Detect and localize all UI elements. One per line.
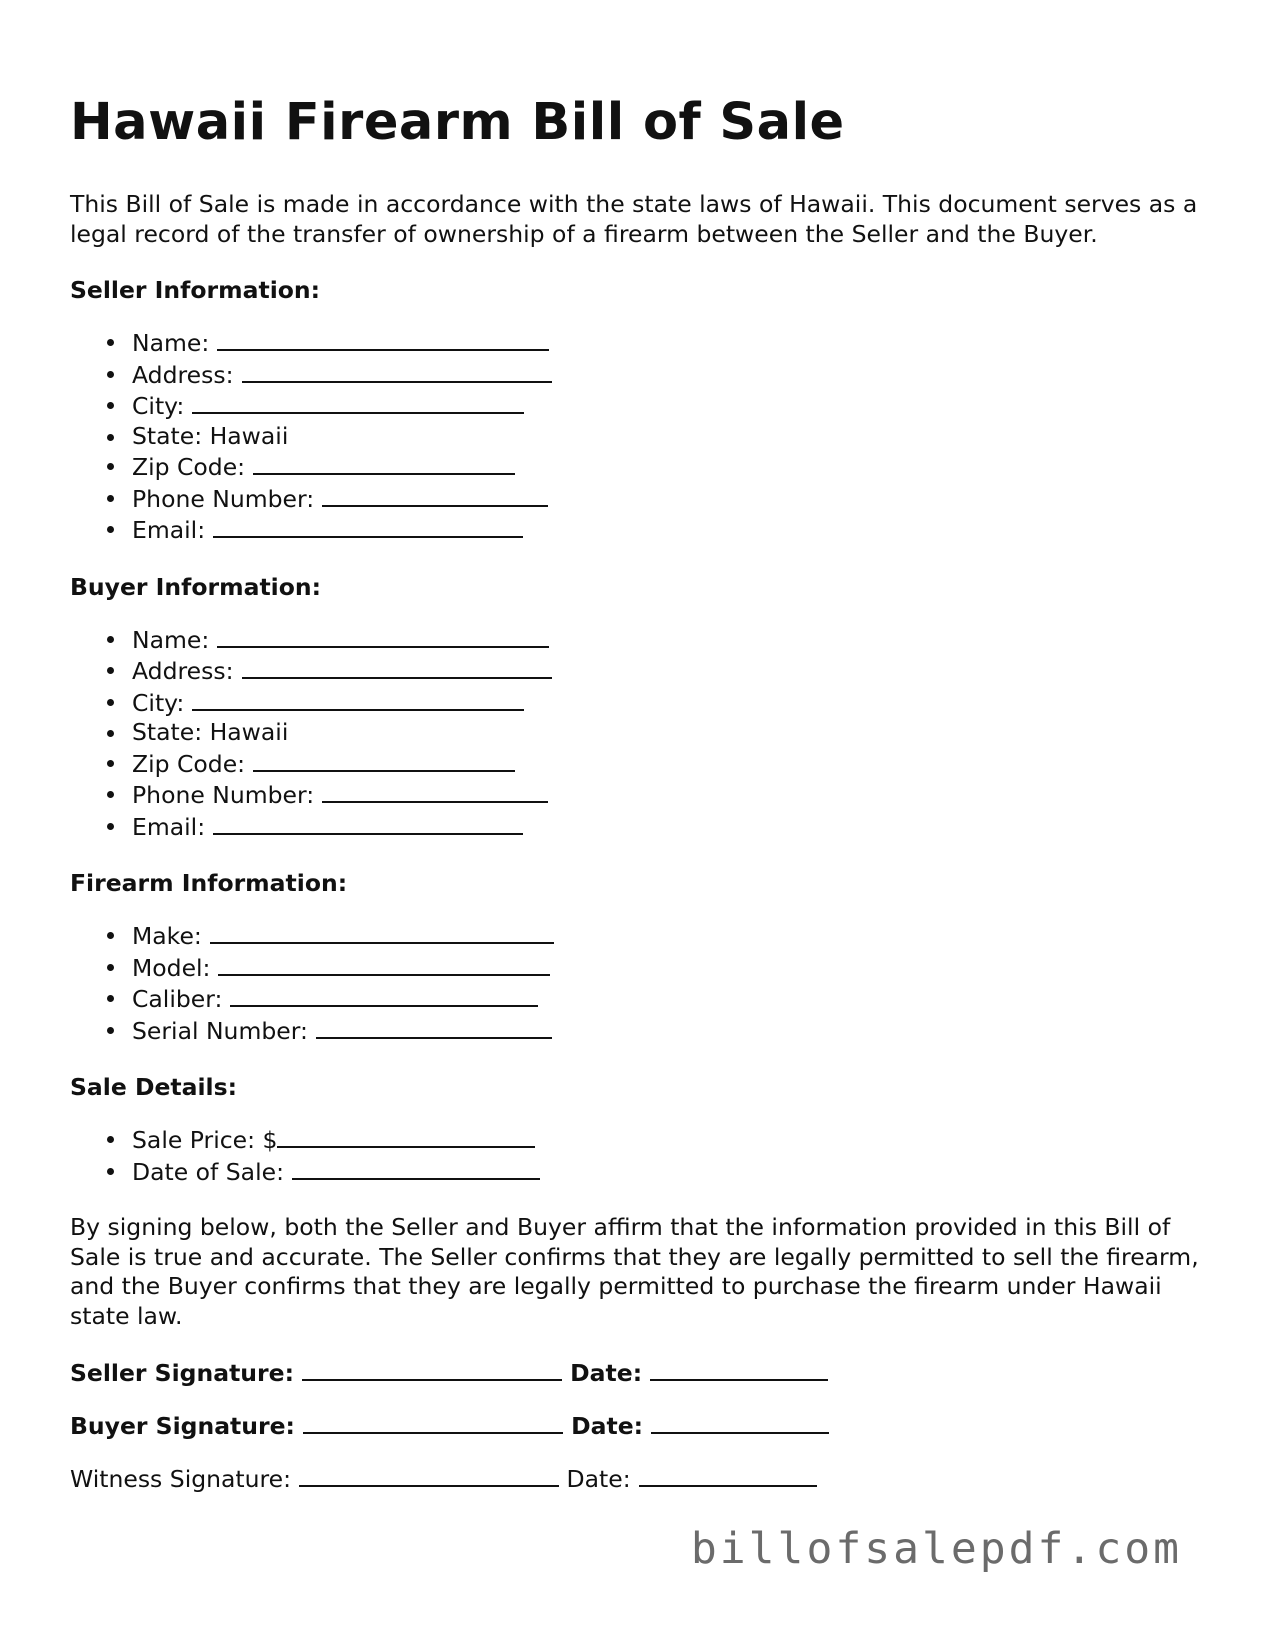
- buyer-phone-line[interactable]: [322, 779, 548, 803]
- buyer-zip-line[interactable]: [253, 748, 515, 772]
- sale-price-field[interactable]: Sale Price: $: [132, 1124, 1220, 1156]
- buyer-address-field[interactable]: Address:: [132, 655, 1220, 687]
- affirmation-paragraph: By signing below, both the Seller and Buyer affirm that the information provided in this Bill of Sale is true and accurate. The Seller confirms that they are legally permitted to sell the firearm, and the Buyer confirms that they are legally permitted to purchase the firearm under Hawaii state law.: [70, 1213, 1199, 1330]
- buyer-date-line[interactable]: [651, 1410, 829, 1434]
- firearm-make-line[interactable]: [210, 920, 554, 944]
- seller-zip-line[interactable]: [253, 451, 515, 475]
- seller-phone-field[interactable]: Phone Number:: [132, 483, 1220, 515]
- seller-name-field[interactable]: Name:: [132, 327, 1220, 359]
- witness-date-line[interactable]: [639, 1463, 817, 1487]
- seller-zip-field[interactable]: Zip Code:: [132, 451, 1220, 483]
- firearm-make-field[interactable]: Make:: [132, 920, 1220, 952]
- buyer-city-field[interactable]: City:: [132, 687, 1220, 719]
- seller-state-field: State: Hawaii: [132, 422, 1220, 452]
- intro-paragraph: This Bill of Sale is made in accordance with the state laws of Hawaii. This document serves as a legal record of the transfer of ownership of a firearm between the Seller and the Buyer.: [70, 190, 1198, 248]
- firearm-caliber-line[interactable]: [230, 983, 538, 1007]
- firearm-fields: [70, 920, 1220, 1046]
- seller-email-field[interactable]: Email:: [132, 514, 1220, 546]
- buyer-fields: [70, 624, 1220, 843]
- buyer-name-field[interactable]: Name:: [132, 624, 1220, 656]
- buyer-signature-line[interactable]: [303, 1410, 563, 1434]
- seller-date-label: Date:: [570, 1359, 643, 1387]
- seller-name-line[interactable]: [217, 327, 549, 351]
- firearm-caliber-field[interactable]: Caliber:: [132, 983, 1220, 1015]
- buyer-heading: Buyer Information:: [70, 572, 322, 601]
- firearm-serial-line[interactable]: [316, 1015, 552, 1039]
- seller-heading: Seller Information:: [70, 276, 321, 304]
- firearm-model-field[interactable]: Model:: [132, 952, 1220, 984]
- seller-signature-row: Seller Signature: Date:: [70, 1357, 1220, 1388]
- bill-of-sale-document: [70, 78, 1220, 1516]
- buyer-email-field[interactable]: Email:: [132, 811, 1220, 843]
- sale-date-line[interactable]: [292, 1156, 540, 1180]
- buyer-date-label: Date:: [571, 1412, 644, 1440]
- firearm-serial-field[interactable]: Serial Number:: [132, 1015, 1220, 1047]
- buyer-email-line[interactable]: [213, 811, 523, 835]
- site-watermark: billofsalepdf.com: [690, 1524, 1182, 1574]
- seller-city-line[interactable]: [192, 390, 524, 414]
- seller-address-line[interactable]: [242, 359, 552, 383]
- buyer-zip-field[interactable]: Zip Code:: [132, 748, 1220, 780]
- firearm-model-line[interactable]: [218, 952, 550, 976]
- buyer-state-field: State: Hawaii: [132, 718, 1220, 748]
- buyer-city-line[interactable]: [192, 687, 524, 711]
- seller-city-field[interactable]: City:: [132, 390, 1220, 422]
- sale-heading: Sale Details:: [70, 1073, 237, 1101]
- witness-signature-line[interactable]: [299, 1463, 559, 1487]
- buyer-address-line[interactable]: [242, 655, 552, 679]
- sale-date-field[interactable]: Date of Sale:: [132, 1156, 1220, 1188]
- seller-email-line[interactable]: [213, 514, 523, 538]
- sale-price-line[interactable]: [277, 1124, 535, 1148]
- witness-signature-row: Witness Signature: Date:: [70, 1463, 1220, 1494]
- seller-fields: [70, 327, 1220, 546]
- buyer-name-line[interactable]: [217, 624, 549, 648]
- seller-phone-line[interactable]: [322, 483, 548, 507]
- document-title: Hawaii Firearm Bill of Sale: [70, 93, 845, 152]
- witness-date-label: Date:: [566, 1465, 631, 1493]
- buyer-phone-field[interactable]: Phone Number:: [132, 779, 1220, 811]
- seller-signature-line[interactable]: [302, 1357, 562, 1381]
- seller-date-line[interactable]: [650, 1357, 828, 1381]
- firearm-heading: Firearm Information:: [70, 869, 348, 897]
- buyer-signature-row: Buyer Signature: Date:: [70, 1410, 1220, 1441]
- sale-fields: [70, 1124, 1220, 1187]
- seller-address-field[interactable]: Address:: [132, 359, 1220, 391]
